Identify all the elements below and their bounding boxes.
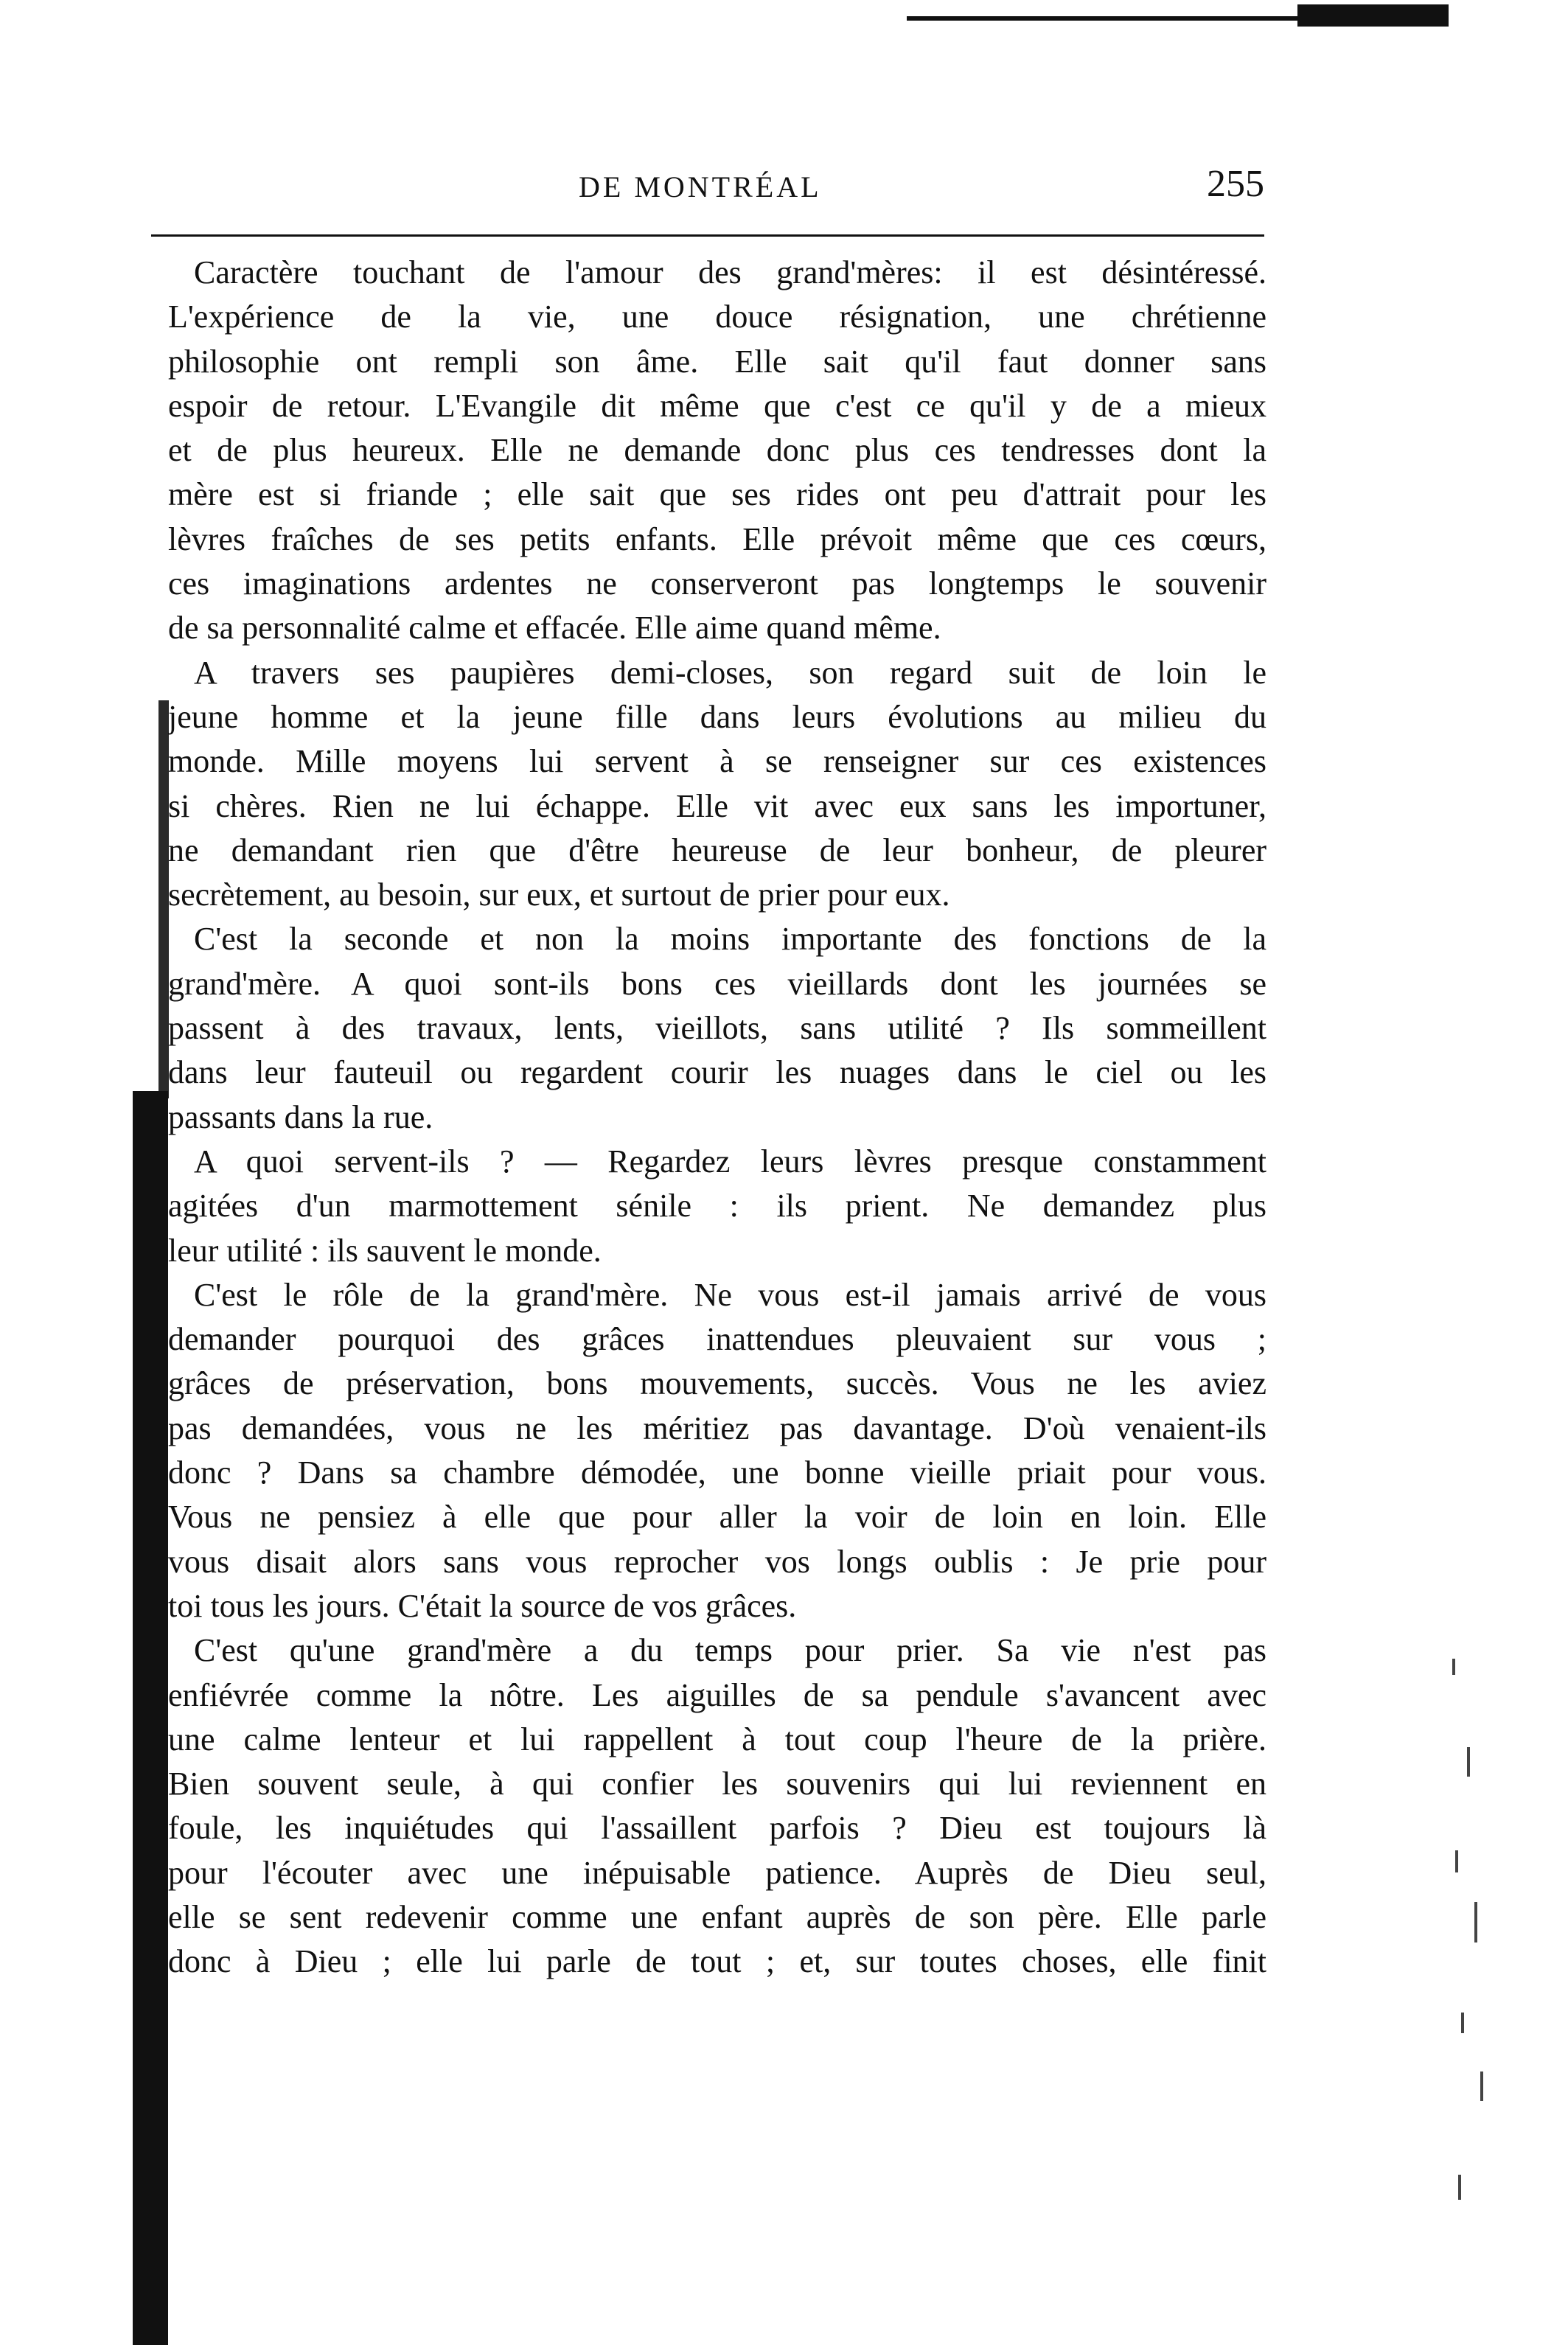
text-line: dans leur fauteuil ou regardent courir les nuages dans le ciel ou les (168, 1054, 1266, 1091)
paragraph (168, 1273, 1266, 1628)
text-line: espoir de retour. L'Evangile dit même que c'est ce qu'il y de a mieux (168, 387, 1266, 424)
text-line: L'expérience de la vie, une douce résignation, une chrétienne (168, 299, 1266, 335)
text-line: pour l'écouter avec une inépuisable patience. Auprès de Dieu seul, (168, 1854, 1266, 1891)
header-rule (151, 234, 1264, 237)
text-line: foule, les inquiétudes qui l'assaillent parfois ? Dieu est toujours là (168, 1810, 1266, 1847)
text-line: lèvres fraîches de ses petits enfants. Elle prévoit même que ces cœurs, (168, 520, 1266, 557)
text-line: leur utilité : ils sauvent le monde. (168, 1232, 602, 1269)
text-line: et de plus heureux. Elle ne demande donc plus ces tendresses dont la (168, 432, 1266, 469)
text-line: philosophie ont rempli son âme. Elle sait qu'il faut donner sans (168, 343, 1266, 380)
text-line: ces imaginations ardentes ne conserveront pas longtemps le souvenir (168, 565, 1266, 602)
text-line: passants dans la rue. (168, 1098, 433, 1135)
text-line: C'est la seconde et non la moins importante des fonctions de la (194, 921, 1266, 958)
scan-artifact-right-specks (1445, 1659, 1504, 2248)
text-line: si chères. Rien ne lui échappe. Elle vit avec eux sans les importuner, (168, 787, 1266, 824)
text-line: A travers ses paupières demi-closes, son regard suit de loin le (194, 654, 1266, 691)
scan-artifact-left-edge (158, 700, 169, 1098)
text-line: passent à des travaux, lents, vieillots, sans utilité ? Ils sommeillent (168, 1010, 1266, 1047)
running-head: DE MONTRÉAL (579, 170, 822, 203)
text-line: A quoi servent-ils ? — Regardez leurs lèvres presque constamment (194, 1143, 1266, 1180)
scan-artifact-top-block (1297, 4, 1449, 27)
text-line: Caractère touchant de l'amour des grand'mères: il est désintéressé. (194, 254, 1266, 290)
text-line: grâces de préservation, bons mouvements, succès. Vous ne les aviez (168, 1365, 1266, 1402)
text-line: vous disait alors sans vous reprocher vos longs oublis : Je prie pour (168, 1543, 1266, 1580)
scan-artifact-left-shadow (133, 1091, 168, 2345)
text-line: C'est qu'une grand'mère a du temps pour prier. Sa vie n'est pas (194, 1632, 1266, 1669)
page-number: 255 (1207, 163, 1264, 205)
text-line: ne demandant rien que d'être heureuse de leur bonheur, de pleurer (168, 832, 1266, 868)
text-line: donc ? Dans sa chambre démodée, une bonne vieille priait pour vous. (168, 1454, 1266, 1491)
text-line: toi tous les jours. C'était la source de vos grâces. (168, 1587, 797, 1624)
paragraph (168, 917, 1266, 1139)
text-line: pas demandées, vous ne les méritiez pas davantage. D'où venaient-ils (168, 1410, 1266, 1446)
text-line: enfiévrée comme la nôtre. Les aiguilles de sa pendule s'avancent avec (168, 1676, 1266, 1713)
text-line: de sa personnalité calme et effacée. Elle aime quand même. (168, 610, 941, 647)
text-line: Vous ne pensiez à elle que pour aller la voir de loin en loin. Elle (168, 1499, 1266, 1536)
text-line: monde. Mille moyens lui servent à se renseigner sur ces existences (168, 743, 1266, 780)
text-line: demander pourquoi des grâces inattendues pleuvaient sur vous ; (168, 1321, 1266, 1358)
paragraph (168, 651, 1266, 918)
paragraph (168, 1140, 1266, 1273)
text-line: jeune homme et la jeune fille dans leurs évolutions au milieu du (168, 698, 1266, 735)
text-line: Bien souvent seule, à qui confier les souvenirs qui lui reviennent en (168, 1766, 1266, 1802)
text-line: agitées d'un marmottement sénile : ils prient. Ne demandez plus (168, 1188, 1266, 1224)
paragraph (168, 251, 1266, 651)
text-line: donc à Dieu ; elle lui parle de tout ; et, sur toutes choses, elle finit (168, 1943, 1266, 1980)
text-line: grand'mère. A quoi sont-ils bons ces vieillards dont les journées se (168, 965, 1266, 1002)
text-line: elle se sent redevenir comme une enfant auprès de son père. Elle parle (168, 1898, 1266, 1935)
text-line: C'est le rôle de la grand'mère. Ne vous est-il jamais arrivé de vous (194, 1276, 1266, 1313)
page-header (151, 162, 1264, 214)
text-line: secrètement, au besoin, sur eux, et surtout de prier pour eux. (168, 877, 950, 913)
text-line: mère est si friande ; elle sait que ses rides ont peu d'attrait pour les (168, 476, 1266, 513)
text-line: une calme lenteur et lui rappellent à tout coup l'heure de la prière. (168, 1721, 1266, 1757)
body-text (168, 251, 1266, 1985)
paragraph (168, 1628, 1266, 1984)
